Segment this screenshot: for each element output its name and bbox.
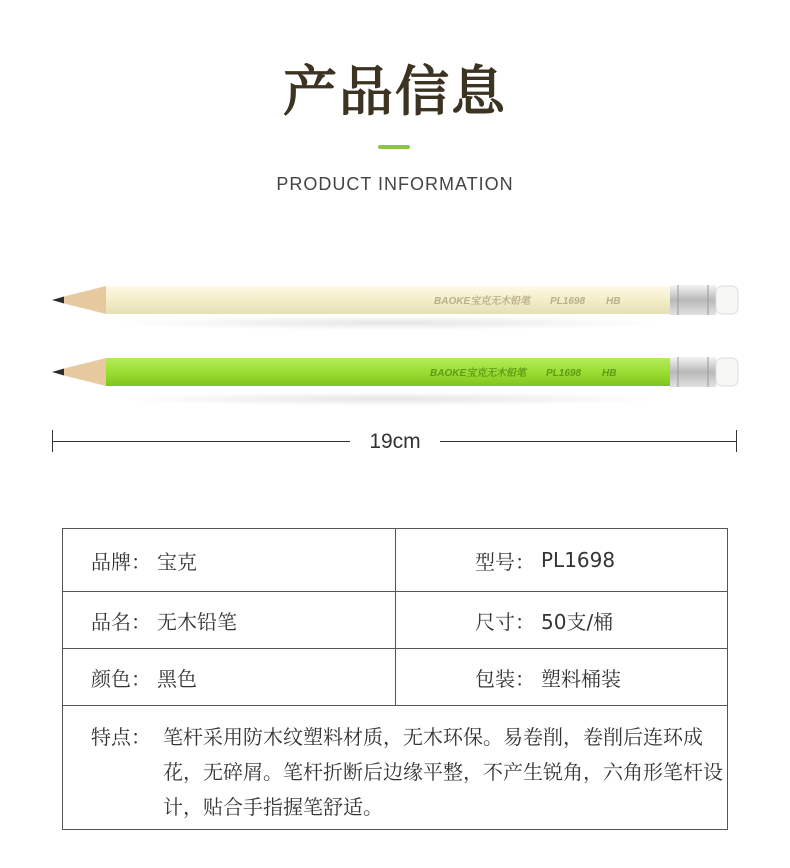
spec-value: 笔杆采用防木纹塑料材质，无木环保。易卷削，卷削后连环成花，无碎屑。笔杆折断后边缘平整，不产生锐角，六角形笔杆设计，贴合手指握笔舒适。 [163,725,723,819]
spec-value: PL1698 [541,548,616,572]
spec-label: 包装： [475,666,535,691]
spec-cell-size [396,592,727,648]
pencil-ferrule [670,285,716,315]
pencil-shadow [110,392,670,406]
spec-cell-model [396,529,727,591]
pencil-image-green [50,354,740,390]
spec-label: 尺寸： [475,609,535,634]
spec-value: 黑色 [157,666,197,691]
spec-value: 塑料桶装 [541,666,621,691]
pencil-image-cream [50,282,740,318]
spec-row-features [63,706,727,829]
pencil-shadow [110,316,670,330]
pencil-print-grade: HB [606,296,621,307]
length-measurement [50,428,740,456]
pencil-wood-tip [64,358,106,386]
measure-line-left [52,441,350,442]
page-subtitle: PRODUCT INFORMATION [276,174,514,194]
pencil-print-grade: HB [602,368,617,379]
measure-tick-right [736,430,737,452]
spec-cell-brand [63,529,396,591]
spec-cell-color [63,649,396,705]
spec-label: 品牌： [91,549,151,574]
spec-row [63,649,727,706]
pencil-print-model: PL1698 [546,368,582,379]
pencil-wood-tip [64,286,106,314]
pencil-print-brand: BAOKE宝克 [434,296,491,307]
pencil-body [106,358,670,386]
spec-label: 型号： [475,549,535,574]
spec-value: 宝克 [157,549,197,574]
spec-value: 无木铅笔 [157,609,237,634]
pencil-print-model: PL1698 [550,296,586,307]
pencil-eraser [716,286,738,314]
pencil-lead [52,369,64,376]
spec-label: 特点： [91,725,151,749]
measure-line-right [440,441,736,442]
length-label: 19cm [369,430,421,453]
title-accent-divider [378,145,410,149]
pencil-lead [52,297,64,304]
pencil-eraser [716,358,738,386]
spec-row [63,529,727,592]
page-title: 产品信息 [283,60,507,123]
pencil-ferrule [670,357,716,387]
spec-value: 50支/桶 [541,609,614,634]
spec-cell-packaging [396,649,727,705]
pencil-body [106,286,670,314]
spec-label: 颜色： [91,666,151,691]
spec-cell-name [63,592,396,648]
pencil-print-name: 无木铅笔 [490,296,530,307]
spec-row [63,592,727,649]
pencil-print-brand: BAOKE宝克 [430,368,487,379]
spec-table [62,528,728,830]
spec-label: 品名： [91,609,151,634]
pencil-print-name: 无木铅笔 [486,368,526,379]
